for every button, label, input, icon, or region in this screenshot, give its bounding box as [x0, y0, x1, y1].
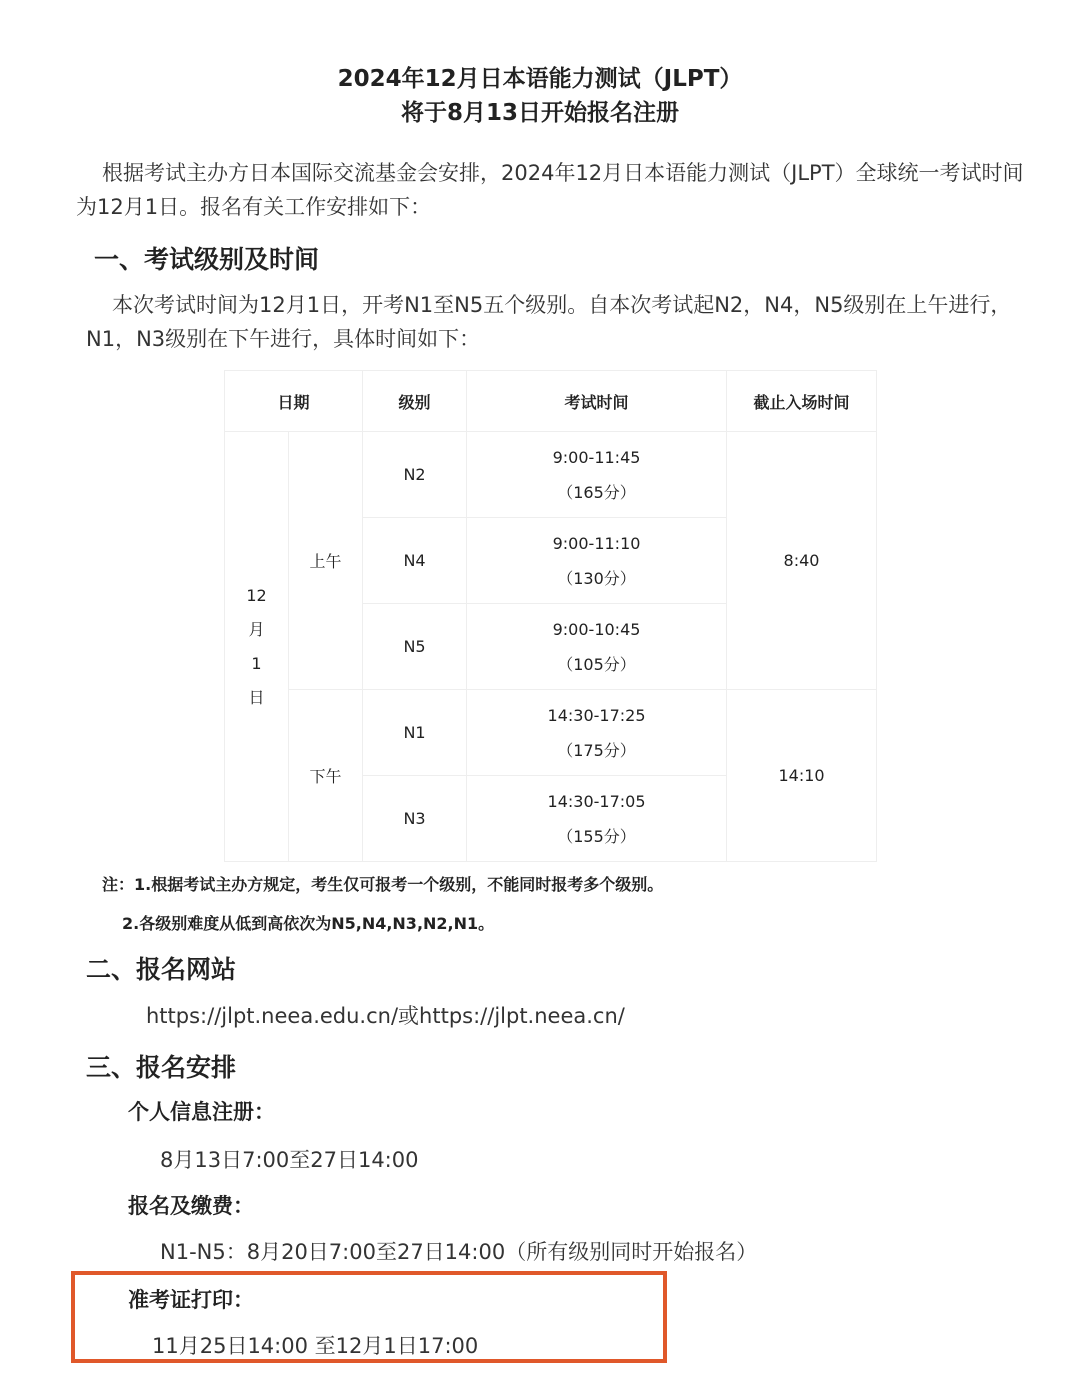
level-cell: N4 [363, 518, 467, 604]
header-cutoff-time: 截止入场时间 [727, 371, 877, 432]
registration-label: 个人信息注册： [128, 1100, 275, 1124]
table-row [225, 690, 877, 776]
morning-label: 上午 [289, 432, 363, 690]
exam-time-cell [467, 776, 727, 862]
exam-time-cell [467, 604, 727, 690]
exam-time: 14:30-17:25 [547, 705, 646, 725]
date-char: 日 [248, 687, 265, 707]
exam-duration: （175分） [557, 740, 636, 760]
note-1: 注：1.根据考试主办方规定，考生仅可报考一个级别，不能同时报考多个级别。 [102, 875, 664, 894]
date-char: 月 [248, 619, 265, 639]
exam-time-cell [467, 690, 727, 776]
morning-cutoff: 8:40 [727, 432, 877, 690]
admission-print-value: 11月25日14:00 至12月1日17:00 [152, 1334, 479, 1358]
registration-url[interactable]: https://jlpt.neea.edu.cn/或https://jlpt.neea.cn/ [146, 1004, 625, 1028]
section2-heading: 二、报名网站 [86, 955, 237, 984]
exam-duration: （155分） [557, 826, 636, 846]
section1-heading: 一、考试级别及时间 [94, 245, 320, 274]
afternoon-label: 下午 [289, 690, 363, 862]
table-header-row [225, 371, 877, 432]
exam-time: 14:30-17:05 [547, 791, 646, 811]
date-cell [225, 432, 289, 862]
payment-value: N1-N5：8月20日7:00至27日14:00（所有级别同时开始报名） [160, 1240, 758, 1264]
header-level: 级别 [363, 371, 467, 432]
level-cell: N5 [363, 604, 467, 690]
exam-time: 9:00-11:45 [552, 447, 641, 467]
payment-label: 报名及缴费： [128, 1194, 254, 1218]
exam-duration: （165分） [557, 482, 636, 502]
level-cell: N3 [363, 776, 467, 862]
exam-schedule-table [224, 370, 877, 862]
section1-paragraph: 本次考试时间为12月1日，开考N1至N5五个级别。自本次考试起N2，N4，N5级别在上午进行，N1，N3级别在下午进行，具体时间如下： [86, 293, 1012, 351]
admission-print-label: 准考证打印： [128, 1288, 254, 1312]
afternoon-cutoff: 14:10 [727, 690, 877, 862]
date-char: 1 [251, 653, 262, 673]
document-title-line1: 2024年12月日本语能力测试（JLPT） [337, 66, 743, 92]
exam-duration: （130分） [557, 568, 636, 588]
document-title-line2: 将于8月13日开始报名注册 [400, 100, 679, 126]
header-exam-time: 考试时间 [467, 371, 727, 432]
intro-paragraph: 根据考试主办方日本国际交流基金会安排，2024年12月日本语能力测试（JLPT）全球统一考试时间为12月1日。报名有关工作安排如下： [76, 161, 1024, 219]
level-cell: N2 [363, 432, 467, 518]
exam-time-cell [467, 518, 727, 604]
section3-heading: 三、报名安排 [86, 1053, 237, 1082]
exam-time: 9:00-11:10 [552, 533, 641, 553]
registration-value: 8月13日7:00至27日14:00 [160, 1148, 419, 1172]
exam-duration: （105分） [557, 654, 636, 674]
level-cell: N1 [363, 690, 467, 776]
exam-time: 9:00-10:45 [552, 619, 641, 639]
date-char: 12 [246, 585, 267, 605]
header-date: 日期 [225, 371, 363, 432]
table-row [225, 432, 877, 518]
note-2: 2.各级别难度从低到高依次为N5,N4,N3,N2,N1。 [122, 914, 495, 933]
exam-time-cell [467, 432, 727, 518]
